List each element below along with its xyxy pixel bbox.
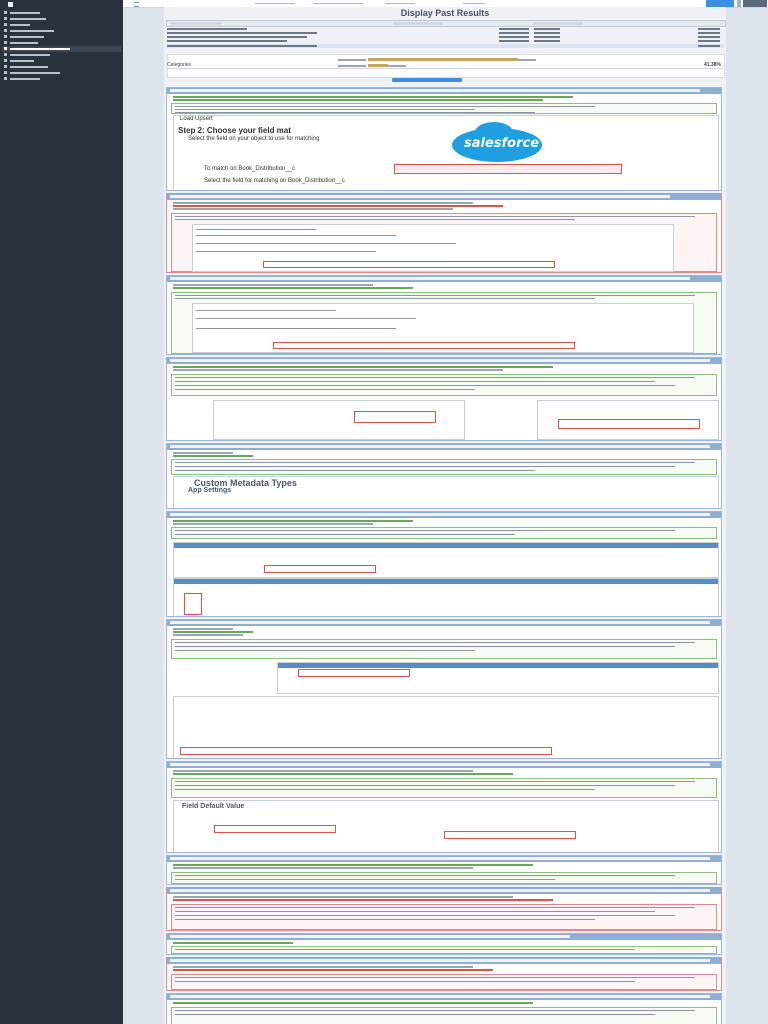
highlight-box: [558, 419, 700, 429]
menu-icon[interactable]: [134, 2, 139, 7]
question-card: [166, 887, 722, 931]
question-header: [167, 888, 721, 894]
answer-option: [173, 96, 573, 98]
embedded-screenshot: [173, 115, 719, 191]
answer-option: [173, 99, 543, 101]
explanation-box: [171, 1007, 717, 1024]
highlight-box: [354, 411, 436, 423]
select-label: Select the field for matching on Book_Distribution__c: [204, 178, 345, 184]
explanation-box: [171, 213, 717, 272]
embedded-screenshot: [192, 224, 674, 272]
nav-icon: [4, 47, 7, 50]
top-nav-link[interactable]: [313, 3, 363, 4]
nav-icon: [4, 53, 7, 56]
upsert-label: Load Upsert: [180, 116, 213, 122]
explanation-box: [171, 778, 717, 798]
sidebar-item[interactable]: [2, 76, 121, 82]
question-header: [167, 276, 721, 282]
answer-option: [173, 867, 473, 869]
nav-icon: [4, 59, 7, 62]
answer-option: [173, 202, 473, 204]
category-percentage: 41.38%: [704, 62, 721, 68]
answer-option: [173, 287, 413, 289]
custom-metadata-title: Custom Metadata Types: [194, 478, 297, 488]
search-button[interactable]: [706, 0, 734, 7]
explanation-box: [171, 292, 717, 354]
question-header: [167, 620, 721, 626]
answer-option: [173, 208, 453, 210]
embedded-screenshot: [537, 400, 719, 440]
embedded-screenshot: [173, 578, 719, 617]
highlight-box: [214, 825, 336, 833]
question-card: [166, 993, 722, 1024]
explanation-box: [171, 103, 717, 114]
top-nav-link[interactable]: [463, 3, 485, 4]
score-label: [338, 59, 366, 61]
answer-option: [173, 520, 413, 522]
answer-option: [173, 284, 373, 286]
question-header: [167, 444, 721, 450]
main-content: [164, 7, 726, 1024]
salesforce-logo-text: salesforce: [464, 136, 540, 151]
highlight-box: [273, 342, 575, 349]
table-row[interactable]: [166, 39, 724, 43]
answer-option: [173, 631, 253, 633]
answer-option: [173, 942, 293, 944]
question-header: [167, 512, 721, 518]
highlight-box: [180, 747, 552, 755]
page-title: Display Past Results: [400, 8, 490, 18]
question-card: [166, 619, 722, 759]
answer-option: [173, 966, 473, 968]
embedded-screenshot: [213, 400, 465, 440]
filter-chip[interactable]: [533, 22, 583, 25]
show-results-button[interactable]: [392, 78, 462, 82]
nav-icon: [4, 11, 7, 14]
answer-option: [173, 523, 373, 525]
answer-option: [173, 896, 513, 898]
user-menu-button[interactable]: [737, 0, 741, 7]
top-nav-link[interactable]: [385, 3, 415, 4]
embedded-screenshot: [192, 303, 694, 353]
highlight-box: [298, 669, 410, 677]
embedded-screenshot: [173, 696, 719, 759]
question-card: [166, 443, 722, 509]
embedded-screenshot: [277, 662, 719, 694]
explanation-box: [171, 527, 717, 539]
question-card: [166, 357, 722, 441]
question-header: [167, 958, 721, 964]
question-card: [166, 957, 722, 991]
embedded-screenshot: [173, 476, 719, 509]
question-header: [167, 856, 721, 862]
highlight-box: [263, 261, 555, 268]
answer-option: [173, 366, 553, 368]
explanation-box: [171, 946, 717, 954]
filter-chip[interactable]: [171, 22, 221, 25]
nav-icon: [4, 23, 7, 26]
answer-option: [173, 864, 533, 866]
answer-option: [173, 969, 493, 971]
score-bar-correct: [368, 58, 518, 61]
app-logo[interactable]: [8, 1, 116, 8]
highlight-box: [394, 164, 622, 174]
nav-icon: [4, 41, 7, 44]
field-default-title: Field Default Value: [182, 803, 245, 810]
answer-option: [173, 628, 233, 630]
answer-option: [173, 899, 553, 901]
question-card: [166, 933, 722, 955]
highlight-box: [444, 831, 576, 839]
category-summary-row: [167, 62, 723, 68]
explanation-box: [171, 639, 717, 659]
nav-icon: [4, 29, 7, 32]
answer-option: [173, 770, 473, 772]
question-card: [166, 511, 722, 617]
explanation-box: [171, 974, 717, 990]
question-card: [166, 193, 722, 273]
question-header: [167, 994, 721, 1000]
question-card: [166, 87, 722, 191]
results-table-header: [166, 20, 726, 27]
highlight-box: [184, 593, 202, 615]
logo-mark-icon: [8, 2, 13, 7]
explanation-box: [171, 374, 717, 396]
question-card: [166, 275, 722, 355]
nav-icon: [4, 65, 7, 68]
answer-option: [173, 205, 503, 207]
question-header: [167, 934, 721, 940]
question-header: [167, 762, 721, 768]
answer-option: [173, 773, 513, 775]
table-row-selected[interactable]: [166, 44, 724, 48]
embedded-screenshot: [173, 542, 719, 578]
sidebar: [0, 0, 123, 1024]
highlight-box: [264, 565, 376, 573]
nav-icon: [4, 35, 7, 38]
explanation-box: [171, 459, 717, 475]
answer-option: [173, 369, 503, 371]
top-nav-link[interactable]: [255, 3, 295, 4]
category-heading: Categories: [167, 62, 192, 68]
question-card: [166, 855, 722, 885]
step-subheading: Select the field on your object to use for matching: [188, 136, 320, 142]
answer-option: [173, 452, 233, 454]
score-value: [518, 59, 536, 61]
app-settings-title: App Settings: [188, 487, 232, 494]
nav-icon: [4, 17, 7, 20]
question-header: [167, 358, 721, 364]
match-label: To match on Book_Distribution__c: [204, 166, 296, 172]
explanation-box: [171, 872, 717, 884]
question-header: [167, 194, 721, 200]
question-header: [167, 88, 721, 94]
account-button[interactable]: [743, 0, 767, 7]
nav-icon: [4, 77, 7, 80]
step-heading: Step 2: Choose your field mat: [178, 126, 291, 135]
nav-icon: [4, 71, 7, 74]
explanation-box: [171, 904, 717, 930]
answer-option: [173, 455, 253, 457]
answer-option: [173, 1002, 533, 1004]
embedded-screenshot: [173, 800, 719, 853]
question-card: [166, 761, 722, 853]
filter-chip[interactable]: [393, 22, 443, 25]
answer-option: [173, 634, 243, 636]
